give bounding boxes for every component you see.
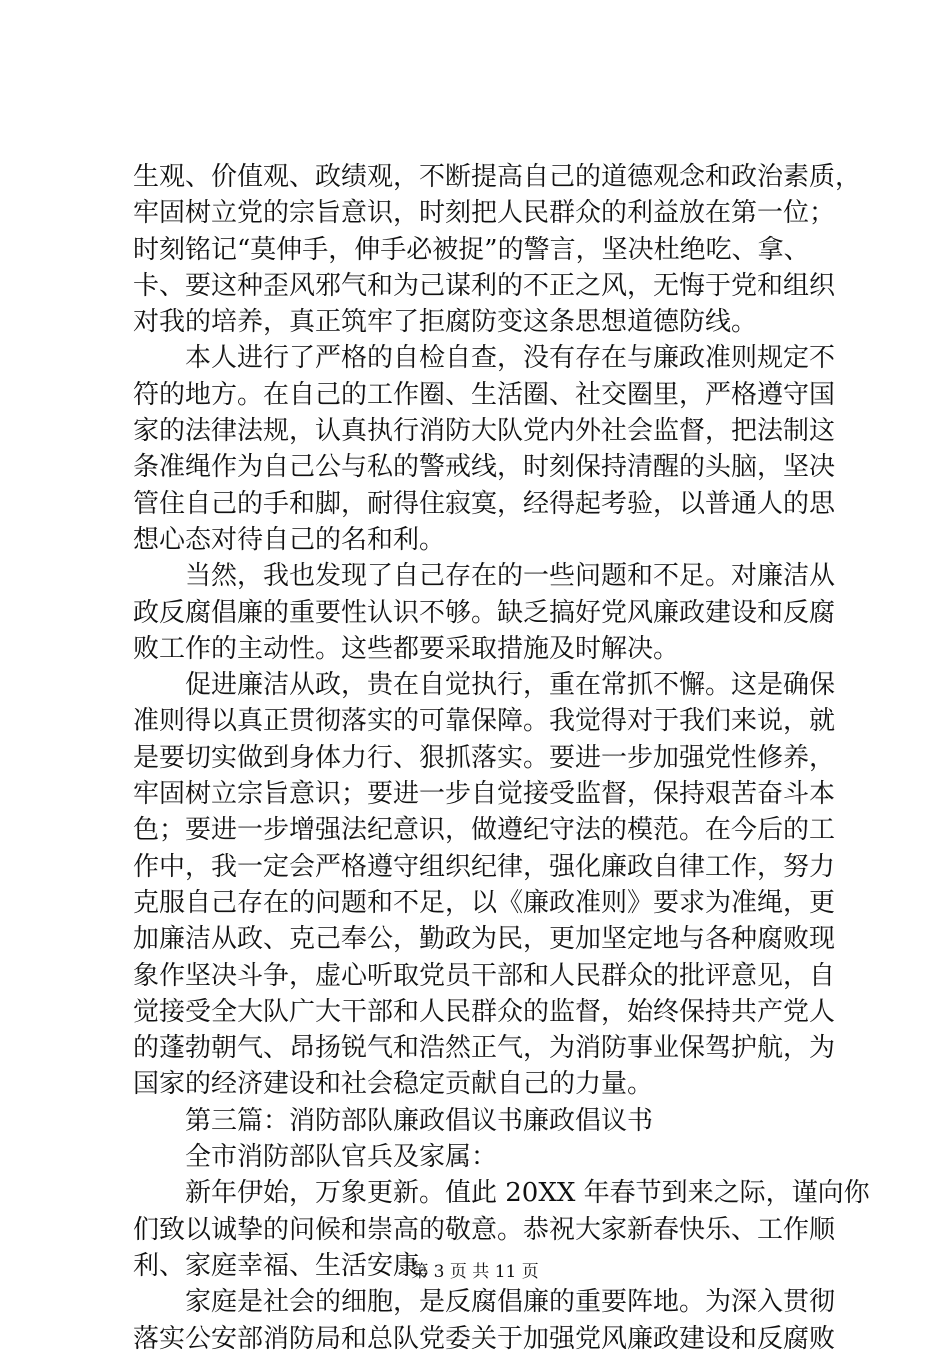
text-line: 家的法律法规，认真执行消防大队党内外社会监督，把法制这 (133, 416, 836, 447)
text-line: 觉接受全大队广大干部和人民群众的监督，始终保持共产党人 (133, 996, 836, 1027)
text-line: 生观、价值观、政绩观，不断提高自己的道德观念和政治素质， (133, 162, 862, 192)
text-line: 促进廉洁从政，贵在自觉执行，重在常抓不懈。这是确保 (133, 670, 836, 701)
text-line: 的蓬勃朝气、昂扬锐气和浩然正气，为消防事业保驾护航，为 (133, 1033, 836, 1064)
text-line: 是要切实做到身体力行、狠抓落实。要进一步加强党性修养， (133, 742, 836, 773)
text-line: 时刻铭记“莫伸手，伸手必被捉”的警言，坚决杜绝吃、拿、 (133, 234, 810, 265)
text-line: 落实公安部消防局和总队党委关于加强党风廉政建设和反腐败 (133, 1323, 836, 1354)
text-line: 管住自己的手和脚，耐得住寂寞，经得起考验，以普通人的思 (133, 488, 836, 519)
text-line: 加廉洁从政、克己奉公，勤政为民，更加坚定地与各种腐败现 (133, 924, 836, 955)
text-line: 政反腐倡廉的重要性认识不够。缺乏搞好党风廉政建设和反腐 (133, 597, 836, 628)
text-line: 败工作的主动性。这些都要采取措施及时解决。 (133, 633, 680, 664)
text-line: 牢固树立宗旨意识；要进一步自觉接受监督，保持艰苦奋斗本 (133, 779, 836, 810)
text-line: 们致以诚挚的问候和崇高的敬意。恭祝大家新春快乐、工作顺 (133, 1214, 836, 1245)
text-line: 国家的经济建设和社会稳定贡献自己的力量。 (133, 1069, 654, 1100)
text-line: 准则得以真正贯彻落实的可靠保障。我觉得对于我们来说，就 (133, 706, 836, 737)
page-number-footer: 第 3 页 共 11 页 (411, 1262, 539, 1282)
text-line: 利、家庭幸福、生活安康。 (133, 1250, 446, 1281)
text-line: 色；要进一步增强法纪意识，做遵纪守法的模范。在今后的工 (133, 815, 836, 846)
text-line: 条准绳作为自己公与私的警戒线，时刻保持清醒的头脑，坚决 (133, 452, 836, 483)
text-line: 家庭是社会的细胞，是反腐倡廉的重要阵地。为深入贯彻 (133, 1287, 836, 1318)
text-line: 克服自己存在的问题和不足，以《廉政准则》要求为准绳，更 (133, 887, 836, 918)
text-line: 符的地方。在自己的工作圈、生活圈、社交圈里，严格遵守国 (133, 379, 836, 410)
salutation: 全市消防部队官兵及家属： (133, 1142, 498, 1173)
text-line: 作中，我一定会严格遵守组织纪律，强化廉政自律工作，努力 (133, 851, 836, 882)
text-line: 牢固树立党的宗旨意识，时刻把人民群众的利益放在第一位； (133, 198, 836, 229)
text-line: 卡、要这种歪风邪气和为己谋利的不正之风，无悔于党和组织 (133, 270, 836, 301)
text-line: 想心态对待自己的名和利。 (133, 524, 446, 555)
text-line: 本人进行了严格的自检自查，没有存在与廉政准则规定不 (133, 343, 836, 374)
text-line: 新年伊始，万象更新。值此 20XX 年春节到来之际，谨向你 (133, 1178, 870, 1209)
text-line: 当然，我也发现了自己存在的一些问题和不足。对廉洁从 (133, 561, 836, 592)
section-heading: 第三篇：消防部队廉政倡议书廉政倡议书 (133, 1105, 654, 1136)
text-line: 象作坚决斗争，虚心听取党员干部和人民群众的批评意见，自 (133, 960, 836, 991)
document-body (133, 159, 870, 1357)
text-line: 对我的培养，真正筑牢了拒腐防变这条思想道德防线。 (133, 307, 758, 338)
